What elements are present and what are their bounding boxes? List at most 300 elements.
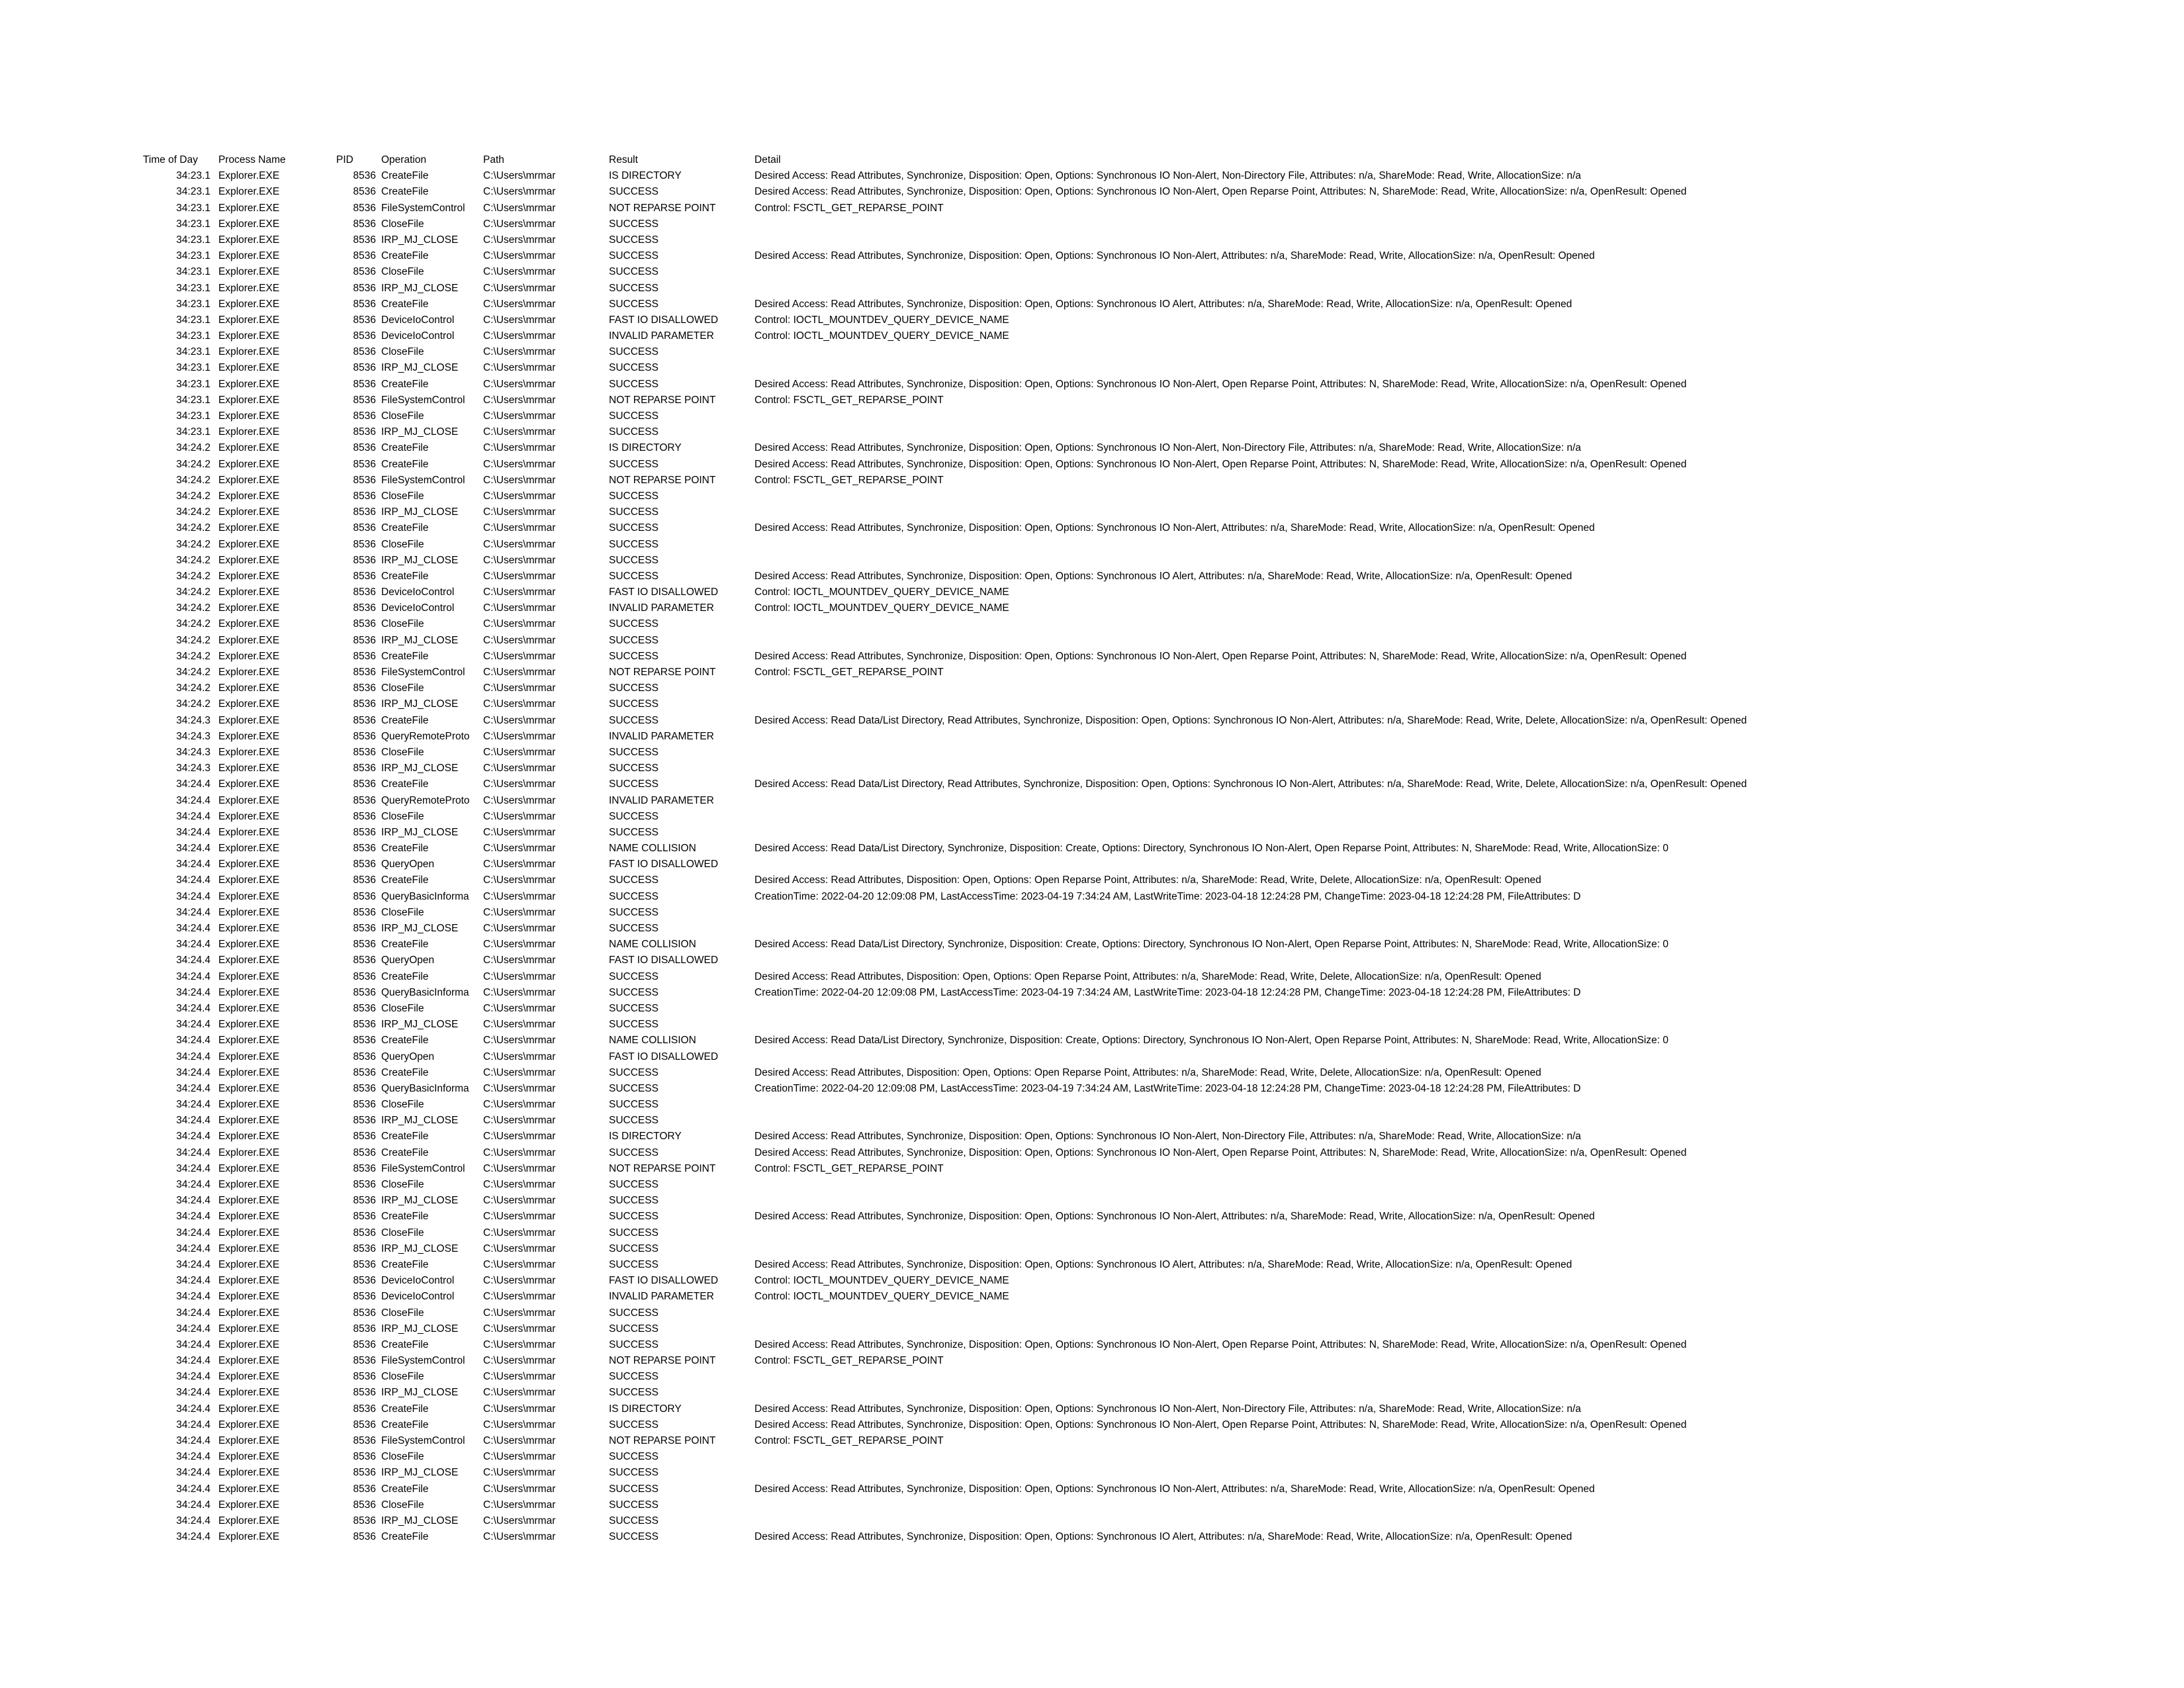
cell-pid: 8536	[353, 458, 376, 470]
cell-path: C:\Users\mrmar	[483, 923, 556, 934]
cell-process-name: Explorer.EXE	[218, 1179, 280, 1190]
cell-pid: 8536	[353, 1371, 376, 1383]
cell-path: C:\Users\mrmar	[483, 1258, 556, 1270]
cell-result: SUCCESS	[609, 234, 659, 246]
cell-operation: CloseFile	[381, 810, 424, 822]
cell-time-of-day: 34:24.4	[176, 1131, 210, 1143]
cell-result: NOT REPARSE POINT	[609, 394, 716, 406]
cell-time-of-day: 34:24.2	[176, 667, 210, 678]
cell-detail: Desired Access: Read Attributes, Synchronize, Disposition: Open, Options: Synchronous IO Non-Alert, Non-Directory File, Attributes: n/a, ShareMode: Read, Write, AllocationSize: n/a	[754, 170, 1581, 182]
cell-path: C:\Users\mrmar	[483, 890, 556, 902]
cell-detail: Desired Access: Read Attributes, Synchronize, Disposition: Open, Options: Synchronous IO Non-Alert, Non-Directory File, Attributes: n/a, ShareMode: Read, Write, AllocationSize: n/a	[754, 1131, 1581, 1143]
cell-operation: FileSystemControl	[381, 1435, 465, 1446]
cell-result: SUCCESS	[609, 218, 659, 230]
cell-time-of-day: 34:23.1	[176, 218, 210, 230]
cell-path: C:\Users\mrmar	[483, 282, 556, 294]
cell-pid: 8536	[353, 346, 376, 358]
cell-time-of-day: 34:24.4	[176, 1002, 210, 1014]
cell-operation: IRP_MJ_CLOSE	[381, 1115, 459, 1127]
cell-operation: CloseFile	[381, 346, 424, 358]
cell-time-of-day: 34:23.1	[176, 202, 210, 214]
cell-operation: IRP_MJ_CLOSE	[381, 923, 459, 934]
cell-operation: IRP_MJ_CLOSE	[381, 1323, 459, 1335]
cell-time-of-day: 34:24.4	[176, 1275, 210, 1287]
cell-pid: 8536	[353, 1035, 376, 1047]
cell-operation: CreateFile	[381, 1035, 429, 1047]
cell-operation: QueryRemoteProto	[381, 794, 470, 806]
cell-path: C:\Users\mrmar	[483, 874, 556, 886]
cell-path: C:\Users\mrmar	[483, 730, 556, 742]
cell-result: NOT REPARSE POINT	[609, 1162, 716, 1174]
cell-time-of-day: 34:23.1	[176, 378, 210, 390]
cell-pid: 8536	[353, 426, 376, 438]
cell-operation: CreateFile	[381, 1258, 429, 1270]
cell-result: SUCCESS	[609, 1195, 659, 1207]
cell-time-of-day: 34:24.4	[176, 859, 210, 870]
cell-path: C:\Users\mrmar	[483, 378, 556, 390]
cell-time-of-day: 34:24.3	[176, 714, 210, 726]
cell-result: SUCCESS	[609, 714, 659, 726]
cell-time-of-day: 34:24.4	[176, 923, 210, 934]
cell-path: C:\Users\mrmar	[483, 1051, 556, 1062]
cell-path: C:\Users\mrmar	[483, 218, 556, 230]
cell-operation: QueryOpen	[381, 955, 435, 966]
cell-operation: CreateFile	[381, 186, 429, 198]
cell-pid: 8536	[353, 538, 376, 550]
cell-time-of-day: 34:24.3	[176, 746, 210, 758]
cell-detail: Desired Access: Read Attributes, Synchronize, Disposition: Open, Options: Synchronous IO Alert, Attributes: n/a, ShareMode: Read, Write, AllocationSize: n/a, OpenResult: Opened	[754, 1258, 1572, 1270]
cell-process-name: Explorer.EXE	[218, 1355, 280, 1367]
cell-operation: IRP_MJ_CLOSE	[381, 362, 459, 374]
cell-result: SUCCESS	[609, 1451, 659, 1463]
cell-pid: 8536	[353, 923, 376, 934]
cell-detail: Desired Access: Read Attributes, Synchronize, Disposition: Open, Options: Synchronous IO Non-Alert, Open Reparse Point, Attributes: N, ShareMode: Read, Write, AllocationSize: n/a, OpenResult: Opened	[754, 1338, 1687, 1350]
cell-process-name: Explorer.EXE	[218, 1082, 280, 1094]
header-result: Result	[609, 154, 638, 165]
cell-operation: CloseFile	[381, 1371, 424, 1383]
cell-process-name: Explorer.EXE	[218, 1002, 280, 1014]
cell-operation: IRP_MJ_CLOSE	[381, 554, 459, 566]
cell-time-of-day: 34:24.4	[176, 1387, 210, 1399]
cell-pid: 8536	[353, 442, 376, 454]
cell-operation: IRP_MJ_CLOSE	[381, 763, 459, 774]
cell-process-name: Explorer.EXE	[218, 859, 280, 870]
cell-path: C:\Users\mrmar	[483, 250, 556, 262]
cell-pid: 8536	[353, 506, 376, 518]
cell-process-name: Explorer.EXE	[218, 602, 280, 614]
cell-operation: FileSystemControl	[381, 394, 465, 406]
cell-process-name: Explorer.EXE	[218, 458, 280, 470]
cell-detail: Control: IOCTL_MOUNTDEV_QUERY_DEVICE_NAME	[754, 1275, 1009, 1287]
cell-pid: 8536	[353, 906, 376, 918]
cell-result: SUCCESS	[609, 1387, 659, 1399]
cell-time-of-day: 34:24.4	[176, 1019, 210, 1031]
cell-pid: 8536	[353, 746, 376, 758]
cell-process-name: Explorer.EXE	[218, 1483, 280, 1495]
cell-pid: 8536	[353, 1291, 376, 1303]
cell-pid: 8536	[353, 778, 376, 790]
cell-path: C:\Users\mrmar	[483, 810, 556, 822]
cell-process-name: Explorer.EXE	[218, 650, 280, 662]
cell-process-name: Explorer.EXE	[218, 1515, 280, 1526]
cell-pid: 8536	[353, 650, 376, 662]
cell-process-name: Explorer.EXE	[218, 906, 280, 918]
cell-detail: Desired Access: Read Data/List Directory, Synchronize, Disposition: Create, Options: Directory, Synchronous IO Non-Alert, Open Reparse Point, Attributes: N, ShareMode: Read, Write, AllocationSize: 0	[754, 843, 1668, 855]
cell-result: SUCCESS	[609, 970, 659, 982]
cell-process-name: Explorer.EXE	[218, 939, 280, 951]
header-time-of-day: Time of Day	[143, 154, 198, 165]
cell-result: SUCCESS	[609, 1227, 659, 1239]
cell-result: SUCCESS	[609, 1483, 659, 1495]
cell-time-of-day: 34:24.4	[176, 1499, 210, 1511]
cell-time-of-day: 34:24.2	[176, 570, 210, 582]
cell-result: SUCCESS	[609, 1179, 659, 1190]
cell-pid: 8536	[353, 634, 376, 646]
cell-time-of-day: 34:24.2	[176, 682, 210, 694]
cell-process-name: Explorer.EXE	[218, 1051, 280, 1062]
cell-time-of-day: 34:24.2	[176, 634, 210, 646]
cell-operation: CloseFile	[381, 1307, 424, 1319]
cell-result: FAST IO DISALLOWED	[609, 955, 719, 966]
cell-result: SUCCESS	[609, 522, 659, 534]
cell-process-name: Explorer.EXE	[218, 618, 280, 630]
cell-pid: 8536	[353, 554, 376, 566]
cell-process-name: Explorer.EXE	[218, 970, 280, 982]
cell-process-name: Explorer.EXE	[218, 1243, 280, 1254]
cell-result: SUCCESS	[609, 1323, 659, 1335]
cell-pid: 8536	[353, 1403, 376, 1415]
cell-path: C:\Users\mrmar	[483, 298, 556, 310]
cell-time-of-day: 34:24.4	[176, 1099, 210, 1111]
cell-process-name: Explorer.EXE	[218, 490, 280, 502]
cell-process-name: Explorer.EXE	[218, 1467, 280, 1479]
cell-path: C:\Users\mrmar	[483, 1099, 556, 1111]
cell-operation: CreateFile	[381, 250, 429, 262]
cell-process-name: Explorer.EXE	[218, 986, 280, 998]
cell-detail: Control: IOCTL_MOUNTDEV_QUERY_DEVICE_NAME	[754, 314, 1009, 326]
cell-path: C:\Users\mrmar	[483, 763, 556, 774]
cell-result: SUCCESS	[609, 810, 659, 822]
cell-pid: 8536	[353, 1099, 376, 1111]
cell-path: C:\Users\mrmar	[483, 794, 556, 806]
cell-time-of-day: 34:24.4	[176, 1323, 210, 1335]
cell-pid: 8536	[353, 730, 376, 742]
cell-pid: 8536	[353, 298, 376, 310]
cell-time-of-day: 34:24.4	[176, 843, 210, 855]
cell-result: INVALID PARAMETER	[609, 330, 714, 342]
cell-time-of-day: 34:24.4	[176, 1066, 210, 1078]
cell-time-of-day: 34:24.4	[176, 1451, 210, 1463]
cell-operation: CreateFile	[381, 1338, 429, 1350]
cell-pid: 8536	[353, 826, 376, 838]
cell-process-name: Explorer.EXE	[218, 1099, 280, 1111]
cell-operation: CreateFile	[381, 1419, 429, 1430]
cell-time-of-day: 34:24.4	[176, 1051, 210, 1062]
cell-path: C:\Users\mrmar	[483, 1387, 556, 1399]
cell-pid: 8536	[353, 1307, 376, 1319]
cell-operation: CreateFile	[381, 1403, 429, 1415]
cell-detail: Desired Access: Read Attributes, Synchronize, Disposition: Open, Options: Synchronous IO Non-Alert, Non-Directory File, Attributes: n/a, ShareMode: Read, Write, AllocationSize: n/a	[754, 1403, 1581, 1415]
cell-result: SUCCESS	[609, 874, 659, 886]
cell-process-name: Explorer.EXE	[218, 1338, 280, 1350]
cell-time-of-day: 34:24.4	[176, 955, 210, 966]
cell-time-of-day: 34:24.4	[176, 1338, 210, 1350]
cell-process-name: Explorer.EXE	[218, 362, 280, 374]
cell-process-name: Explorer.EXE	[218, 778, 280, 790]
cell-pid: 8536	[353, 1515, 376, 1526]
cell-process-name: Explorer.EXE	[218, 554, 280, 566]
cell-pid: 8536	[353, 522, 376, 534]
cell-pid: 8536	[353, 202, 376, 214]
cell-detail: Control: IOCTL_MOUNTDEV_QUERY_DEVICE_NAME	[754, 602, 1009, 614]
cell-path: C:\Users\mrmar	[483, 506, 556, 518]
cell-result: SUCCESS	[609, 1115, 659, 1127]
cell-result: FAST IO DISALLOWED	[609, 859, 719, 870]
cell-result: NAME COLLISION	[609, 939, 696, 951]
cell-result: SUCCESS	[609, 266, 659, 278]
cell-detail: Desired Access: Read Attributes, Synchronize, Disposition: Open, Options: Synchronous IO Non-Alert, Open Reparse Point, Attributes: N, ShareMode: Read, Write, AllocationSize: n/a, OpenResult: Opened	[754, 1147, 1687, 1158]
cell-process-name: Explorer.EXE	[218, 506, 280, 518]
cell-result: SUCCESS	[609, 538, 659, 550]
cell-path: C:\Users\mrmar	[483, 266, 556, 278]
cell-pid: 8536	[353, 1338, 376, 1350]
cell-process-name: Explorer.EXE	[218, 1131, 280, 1143]
cell-path: C:\Users\mrmar	[483, 859, 556, 870]
cell-result: IS DIRECTORY	[609, 1403, 682, 1415]
cell-path: C:\Users\mrmar	[483, 186, 556, 198]
cell-pid: 8536	[353, 859, 376, 870]
cell-time-of-day: 34:23.1	[176, 346, 210, 358]
cell-pid: 8536	[353, 1243, 376, 1254]
cell-process-name: Explorer.EXE	[218, 474, 280, 486]
cell-pid: 8536	[353, 698, 376, 710]
cell-process-name: Explorer.EXE	[218, 794, 280, 806]
cell-pid: 8536	[353, 234, 376, 246]
cell-path: C:\Users\mrmar	[483, 650, 556, 662]
cell-result: NAME COLLISION	[609, 843, 696, 855]
cell-result: SUCCESS	[609, 1307, 659, 1319]
cell-process-name: Explorer.EXE	[218, 890, 280, 902]
cell-path: C:\Users\mrmar	[483, 970, 556, 982]
cell-pid: 8536	[353, 250, 376, 262]
cell-path: C:\Users\mrmar	[483, 426, 556, 438]
cell-pid: 8536	[353, 1051, 376, 1062]
cell-process-name: Explorer.EXE	[218, 186, 280, 198]
cell-process-name: Explorer.EXE	[218, 1035, 280, 1047]
cell-pid: 8536	[353, 1531, 376, 1543]
cell-path: C:\Users\mrmar	[483, 1419, 556, 1430]
cell-time-of-day: 34:24.4	[176, 1371, 210, 1383]
cell-time-of-day: 34:23.1	[176, 250, 210, 262]
cell-pid: 8536	[353, 1162, 376, 1174]
cell-operation: IRP_MJ_CLOSE	[381, 634, 459, 646]
cell-result: SUCCESS	[609, 1019, 659, 1031]
cell-process-name: Explorer.EXE	[218, 1307, 280, 1319]
cell-pid: 8536	[353, 1483, 376, 1495]
cell-operation: QueryBasicInforma	[381, 890, 469, 902]
cell-operation: DeviceIoControl	[381, 1275, 455, 1287]
cell-operation: CreateFile	[381, 570, 429, 582]
cell-pid: 8536	[353, 1451, 376, 1463]
cell-detail: Desired Access: Read Data/List Directory, Synchronize, Disposition: Create, Options: Directory, Synchronous IO Non-Alert, Open Reparse Point, Attributes: N, ShareMode: Read, Write, AllocationSize: 0	[754, 939, 1668, 951]
cell-process-name: Explorer.EXE	[218, 410, 280, 422]
cell-operation: CloseFile	[381, 410, 424, 422]
cell-path: C:\Users\mrmar	[483, 346, 556, 358]
cell-operation: IRP_MJ_CLOSE	[381, 234, 459, 246]
cell-operation: CloseFile	[381, 1099, 424, 1111]
cell-operation: CloseFile	[381, 618, 424, 630]
cell-detail: Desired Access: Read Attributes, Synchronize, Disposition: Open, Options: Synchronous IO Non-Alert, Open Reparse Point, Attributes: N, ShareMode: Read, Write, AllocationSize: n/a, OpenResult: Opened	[754, 458, 1687, 470]
cell-time-of-day: 34:24.4	[176, 810, 210, 822]
cell-operation: CreateFile	[381, 522, 429, 534]
cell-operation: CloseFile	[381, 1002, 424, 1014]
cell-process-name: Explorer.EXE	[218, 1371, 280, 1383]
cell-operation: CreateFile	[381, 1131, 429, 1143]
cell-detail: Desired Access: Read Attributes, Synchronize, Disposition: Open, Options: Synchronous IO Alert, Attributes: n/a, ShareMode: Read, Write, AllocationSize: n/a, OpenResult: Opened	[754, 1531, 1572, 1543]
cell-path: C:\Users\mrmar	[483, 843, 556, 855]
cell-process-name: Explorer.EXE	[218, 234, 280, 246]
cell-result: INVALID PARAMETER	[609, 794, 714, 806]
cell-detail: Desired Access: Read Attributes, Disposition: Open, Options: Open Reparse Point, Attributes: n/a, ShareMode: Read, Write, Delete, AllocationSize: n/a, OpenResult: Opened	[754, 970, 1541, 982]
cell-result: SUCCESS	[609, 1211, 659, 1223]
cell-path: C:\Users\mrmar	[483, 1211, 556, 1223]
cell-operation: CloseFile	[381, 490, 424, 502]
cell-pid: 8536	[353, 874, 376, 886]
cell-time-of-day: 34:23.1	[176, 186, 210, 198]
cell-path: C:\Users\mrmar	[483, 1066, 556, 1078]
cell-process-name: Explorer.EXE	[218, 1066, 280, 1078]
cell-operation: IRP_MJ_CLOSE	[381, 1467, 459, 1479]
cell-process-name: Explorer.EXE	[218, 698, 280, 710]
cell-time-of-day: 34:23.1	[176, 234, 210, 246]
cell-pid: 8536	[353, 618, 376, 630]
cell-pid: 8536	[353, 682, 376, 694]
cell-time-of-day: 34:24.4	[176, 1435, 210, 1446]
cell-result: SUCCESS	[609, 698, 659, 710]
cell-process-name: Explorer.EXE	[218, 1195, 280, 1207]
cell-detail: Control: FSCTL_GET_REPARSE_POINT	[754, 394, 944, 406]
cell-pid: 8536	[353, 1387, 376, 1399]
cell-path: C:\Users\mrmar	[483, 1483, 556, 1495]
cell-process-name: Explorer.EXE	[218, 218, 280, 230]
cell-time-of-day: 34:24.4	[176, 1258, 210, 1270]
cell-path: C:\Users\mrmar	[483, 1338, 556, 1350]
cell-pid: 8536	[353, 955, 376, 966]
cell-process-name: Explorer.EXE	[218, 586, 280, 598]
cell-process-name: Explorer.EXE	[218, 1419, 280, 1430]
cell-detail: Desired Access: Read Attributes, Synchronize, Disposition: Open, Options: Synchronous IO Non-Alert, Open Reparse Point, Attributes: N, ShareMode: Read, Write, AllocationSize: n/a, OpenResult: Opened	[754, 378, 1687, 390]
cell-process-name: Explorer.EXE	[218, 1275, 280, 1287]
cell-path: C:\Users\mrmar	[483, 1323, 556, 1335]
cell-pid: 8536	[353, 1179, 376, 1190]
cell-result: SUCCESS	[609, 763, 659, 774]
cell-time-of-day: 34:24.4	[176, 1243, 210, 1254]
cell-process-name: Explorer.EXE	[218, 426, 280, 438]
cell-process-name: Explorer.EXE	[218, 730, 280, 742]
cell-pid: 8536	[353, 1467, 376, 1479]
cell-path: C:\Users\mrmar	[483, 394, 556, 406]
cell-path: C:\Users\mrmar	[483, 1162, 556, 1174]
cell-path: C:\Users\mrmar	[483, 1082, 556, 1094]
cell-time-of-day: 34:24.4	[176, 1515, 210, 1526]
cell-detail: CreationTime: 2022-04-20 12:09:08 PM, LastAccessTime: 2023-04-19 7:34:24 AM, LastWriteTime: 2023-04-18 12:24:28 PM, ChangeTime: 2023-04-18 12:24:28 PM, FileAttributes: D	[754, 890, 1581, 902]
cell-process-name: Explorer.EXE	[218, 250, 280, 262]
cell-detail: Control: FSCTL_GET_REPARSE_POINT	[754, 1435, 944, 1446]
cell-operation: DeviceIoControl	[381, 586, 455, 598]
cell-time-of-day: 34:24.2	[176, 522, 210, 534]
cell-operation: IRP_MJ_CLOSE	[381, 826, 459, 838]
cell-result: FAST IO DISALLOWED	[609, 314, 719, 326]
cell-path: C:\Users\mrmar	[483, 955, 556, 966]
cell-result: SUCCESS	[609, 890, 659, 902]
cell-operation: DeviceIoControl	[381, 314, 455, 326]
cell-process-name: Explorer.EXE	[218, 522, 280, 534]
cell-pid: 8536	[353, 1082, 376, 1094]
cell-result: SUCCESS	[609, 1515, 659, 1526]
cell-detail: Desired Access: Read Attributes, Synchronize, Disposition: Open, Options: Synchronous IO Non-Alert, Attributes: n/a, ShareMode: Read, Write, AllocationSize: n/a, OpenResult: Opened	[754, 1483, 1595, 1495]
cell-pid: 8536	[353, 314, 376, 326]
cell-path: C:\Users\mrmar	[483, 234, 556, 246]
cell-process-name: Explorer.EXE	[218, 1291, 280, 1303]
cell-time-of-day: 34:24.2	[176, 586, 210, 598]
cell-path: C:\Users\mrmar	[483, 522, 556, 534]
cell-path: C:\Users\mrmar	[483, 826, 556, 838]
cell-pid: 8536	[353, 843, 376, 855]
cell-path: C:\Users\mrmar	[483, 1002, 556, 1014]
header-process-name: Process Name	[218, 154, 286, 165]
cell-pid: 8536	[353, 570, 376, 582]
cell-process-name: Explorer.EXE	[218, 955, 280, 966]
cell-operation: CreateFile	[381, 170, 429, 182]
cell-pid: 8536	[353, 394, 376, 406]
cell-operation: CreateFile	[381, 1147, 429, 1158]
cell-pid: 8536	[353, 378, 376, 390]
cell-pid: 8536	[353, 1419, 376, 1430]
cell-operation: IRP_MJ_CLOSE	[381, 1019, 459, 1031]
cell-result: SUCCESS	[609, 490, 659, 502]
cell-result: SUCCESS	[609, 1002, 659, 1014]
cell-pid: 8536	[353, 410, 376, 422]
cell-path: C:\Users\mrmar	[483, 746, 556, 758]
cell-time-of-day: 34:24.3	[176, 730, 210, 742]
cell-path: C:\Users\mrmar	[483, 1147, 556, 1158]
cell-time-of-day: 34:24.2	[176, 458, 210, 470]
cell-path: C:\Users\mrmar	[483, 778, 556, 790]
cell-process-name: Explorer.EXE	[218, 1435, 280, 1446]
cell-path: C:\Users\mrmar	[483, 1515, 556, 1526]
cell-operation: CreateFile	[381, 714, 429, 726]
cell-result: SUCCESS	[609, 618, 659, 630]
cell-path: C:\Users\mrmar	[483, 490, 556, 502]
cell-result: SUCCESS	[609, 682, 659, 694]
cell-detail: Control: FSCTL_GET_REPARSE_POINT	[754, 202, 944, 214]
cell-path: C:\Users\mrmar	[483, 362, 556, 374]
cell-time-of-day: 34:24.4	[176, 874, 210, 886]
cell-time-of-day: 34:24.2	[176, 650, 210, 662]
cell-result: SUCCESS	[609, 1258, 659, 1270]
cell-time-of-day: 34:23.1	[176, 394, 210, 406]
cell-process-name: Explorer.EXE	[218, 634, 280, 646]
cell-detail: Desired Access: Read Attributes, Disposition: Open, Options: Open Reparse Point, Attributes: n/a, ShareMode: Read, Write, Delete, AllocationSize: n/a, OpenResult: Opened	[754, 874, 1541, 886]
cell-operation: CloseFile	[381, 746, 424, 758]
cell-time-of-day: 34:24.2	[176, 474, 210, 486]
cell-process-name: Explorer.EXE	[218, 330, 280, 342]
cell-operation: FileSystemControl	[381, 1355, 465, 1367]
cell-time-of-day: 34:23.1	[176, 410, 210, 422]
cell-result: NOT REPARSE POINT	[609, 1355, 716, 1367]
cell-result: SUCCESS	[609, 1467, 659, 1479]
cell-operation: CloseFile	[381, 266, 424, 278]
